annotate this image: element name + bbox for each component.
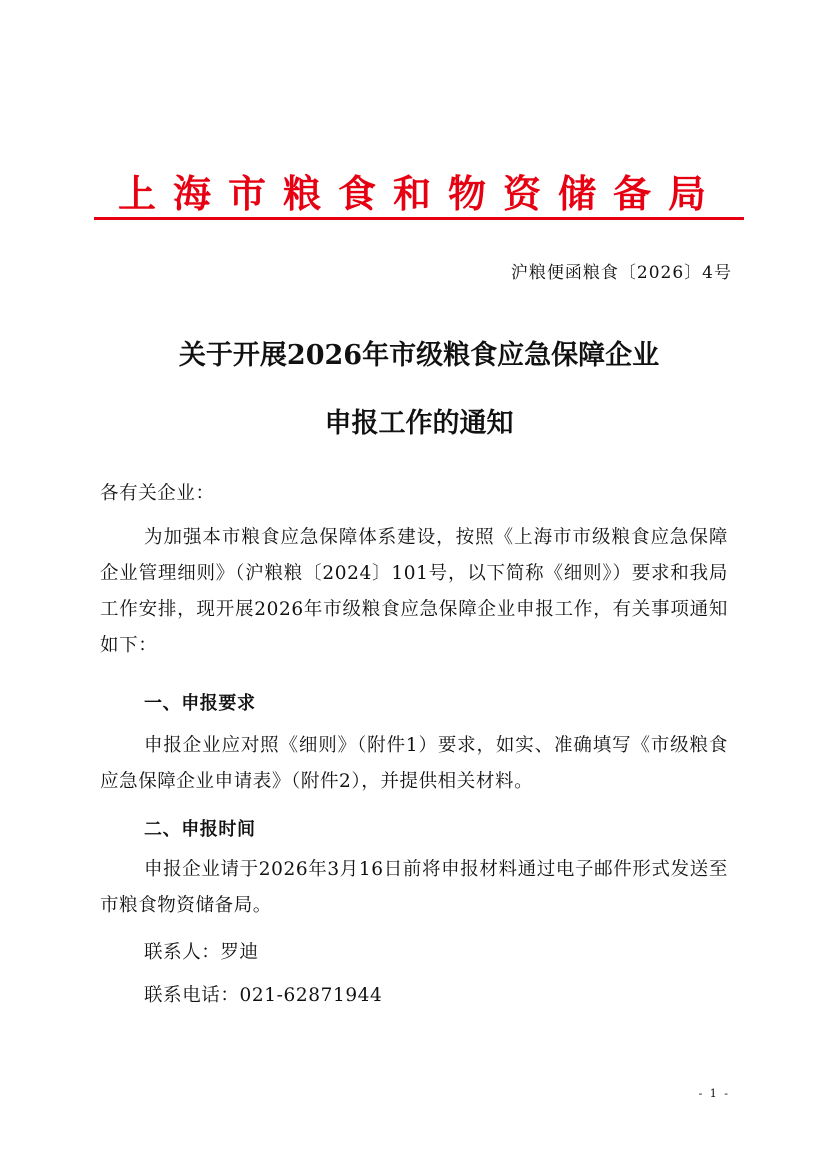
letterhead-agency-name: 上海市粮食和物资储备局 xyxy=(118,171,724,216)
section-1-heading: 一、申报要求 xyxy=(144,693,256,714)
document-title-line-2: 申报工作的通知 xyxy=(324,408,514,439)
page-number: - 1 - xyxy=(698,1087,730,1100)
section-1-paragraph: 申报企业应对照《细则》（附件1）要求，如实、准确填写《市级粮食应急保障企业申请表》（附件2），并提供相关材料。 xyxy=(100,735,728,792)
intro-paragraph: 为加强本市粮食应急保障体系建设，按照《上海市市级粮食应急保障企业管理细则》（沪粮粮〔2024〕101号，以下简称《细则》）要求和我局工作安排，现开展2026年市级粮食应急保障企业申报工作，有关事项通知如下： xyxy=(100,527,728,656)
salutation: 各有关企业： xyxy=(100,483,215,504)
section-2-heading: 二、申报时间 xyxy=(144,819,256,840)
document-title-line-1: 关于开展2026年市级粮食应急保障企业 xyxy=(178,340,660,371)
section-2-paragraph: 申报企业请于2026年3月16日前将申报材料通过电子邮件形式发送至市粮食物资储备局。 xyxy=(100,859,728,916)
contact-phone: 联系电话：021-62871944 xyxy=(144,985,383,1006)
contact-person: 联系人：罗迪 xyxy=(144,942,259,963)
document-number: 沪粮便函粮食〔2026〕4号 xyxy=(510,263,732,283)
letterhead-red-rule xyxy=(94,217,744,220)
